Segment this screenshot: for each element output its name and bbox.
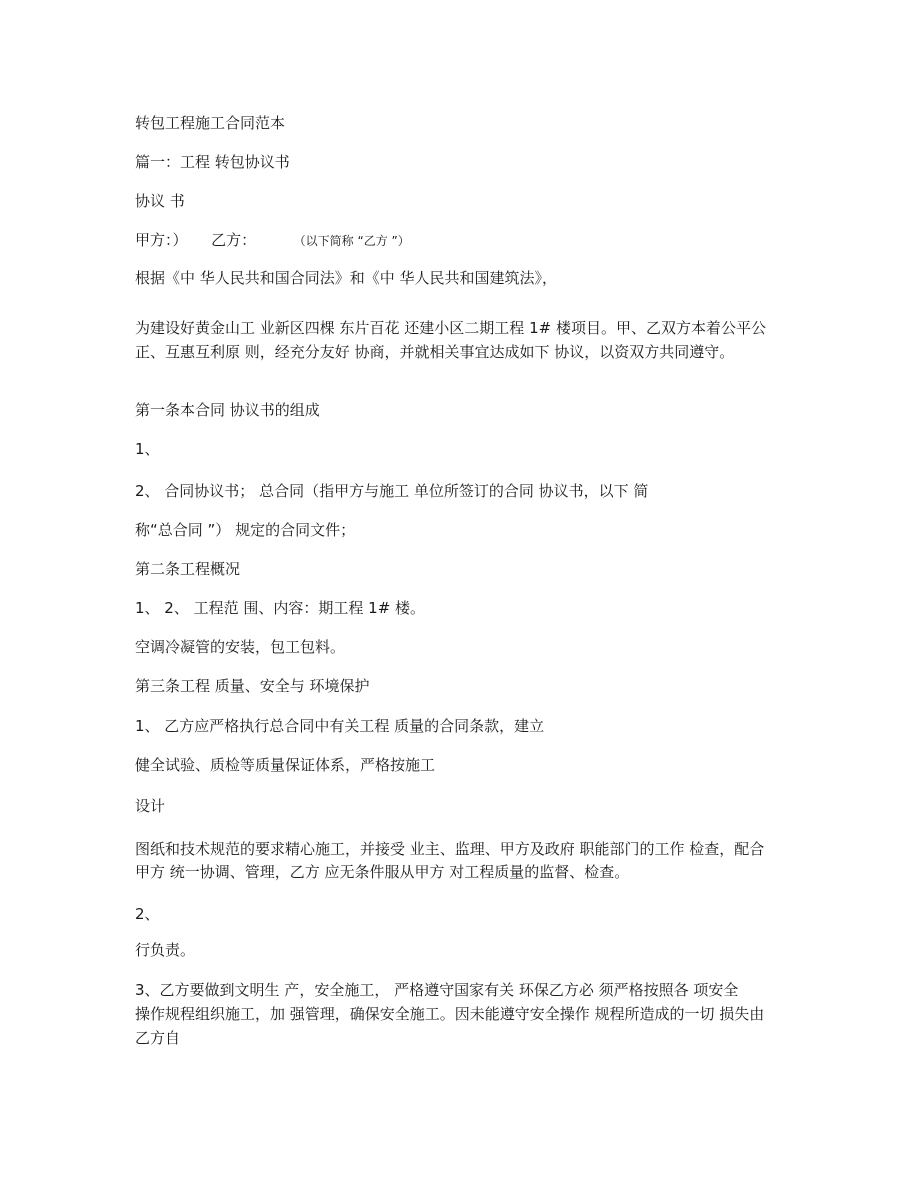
document-title: 转包工程施工合同范本 [135,114,286,132]
paragraph-text: 甲方 统一协调、管理，乙方 应无条件服从甲方 对工程质量的监督、检查。 [135,863,630,881]
list-item-continued: 称“总合同 ”） 规定的合同文件； [135,521,356,539]
paragraph-text: 设计 [135,797,166,815]
list-item: 1、 2、 工程范 围、内容：期工程 1# 楼。 [135,599,426,617]
paragraph-text: 行负责。 [135,941,196,959]
agreement-heading: 协议 书 [135,192,185,210]
list-item: 3、乙方要做到文明生 产，安全施工， 严格遵守国家有关 环保乙方必 须严格按照各 项安全 [135,981,739,999]
list-item: 2、 [135,905,160,923]
scope-text: 空调冷凝管的安装，包工包料。 [135,638,346,656]
list-item-continued: 健全试验、质检等质量保证体系，严格按施工 [135,756,436,774]
purpose-line: 为建设好黄金山工 业新区四棵 东片百花 还建小区二期工程 1# 楼项目。甲、乙双方本着公平公 [135,319,766,337]
list-item: 1、 乙方应严格执行总合同中有关工程 质量的合同条款，建立 [135,717,545,735]
party-b: 乙方： [211,231,257,249]
purpose-line: 正、互惠互利原 则，经充分友好 协商，并就相关事宜达成如下 协议，以资双方共同遵守。 [135,343,735,361]
list-item: 1、 [135,440,160,458]
list-item: 2、 合同协议书； 总合同（指甲方与施工 单位所签订的合同 协议书，以下 简 [135,482,649,500]
section-heading: 篇一：工程 转包协议书 [135,153,290,171]
party-a: 甲方：） [135,231,188,249]
list-item-continued: 操作规程组织施工，加 强管理，确保安全施工。因未能遵守安全操作 规程所造成的一切 损失由 [135,1005,765,1023]
article-heading: 第二条工程概况 [135,560,241,578]
parties-line [135,229,785,252]
paragraph-text: 图纸和技术规范的要求精心施工，并接受 业主、监理、甲方及政府 职能部门的工作 检查，配合 [135,840,765,858]
party-b-note: （以下简称 “乙方 ”） [293,234,410,248]
article-heading: 第一条本合同 协议书的组成 [135,401,320,419]
legal-basis: 根据《中 华人民共和国合同法》和《中 华人民共和国建筑法》， [135,269,558,287]
article-heading: 第三条工程 质量、安全与 环境保护 [135,677,370,695]
list-item-continued: 乙方自 [135,1029,181,1047]
